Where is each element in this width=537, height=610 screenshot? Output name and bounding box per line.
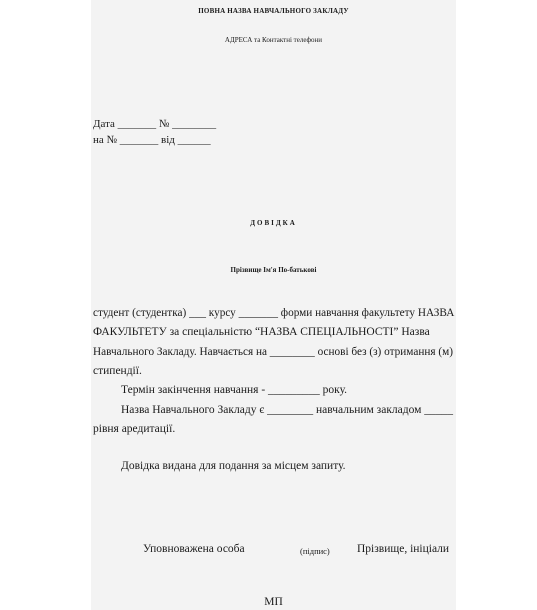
person-name: Прізвище Ім'я По-батькові	[230, 266, 317, 274]
institution-name: ПОВНА НАЗВА НАВЧАЛЬНОГО ЗАКЛАДУ	[198, 7, 349, 15]
reference-date-number: Дата _______ № ________	[93, 118, 217, 130]
body-line-2: ФАКУЛЬТЕТУ за спеціальністю “НАЗВА СПЕЦІАЛЬНОСТІ” Назва	[93, 326, 430, 338]
signature-hint: (підпис)	[300, 546, 330, 556]
name-initials: Прізвище, ініціали	[357, 543, 450, 555]
body-line-5: Термін закінчення навчання - _________ року.	[121, 384, 348, 396]
institution-address: АДРЕСА та Контактні телефони	[224, 36, 323, 44]
reference-in-reply: на № _______ від ______	[93, 134, 211, 146]
document-title: ДОВІДКА	[250, 219, 297, 227]
body-line-4: стипендії.	[93, 365, 142, 377]
authorized-person: Уповноважена особа	[143, 543, 245, 555]
stamp-place: МП	[264, 596, 283, 608]
body-line-8: Довідка видана для подання за місцем запиту.	[121, 460, 346, 472]
body-line-1: студент (студентка) ___ курсу _______ форми навчання факультету НАЗВА	[93, 307, 455, 319]
body-line-6: Назва Навчального Закладу є ________ навчальним закладом _____	[121, 404, 454, 416]
body-line-3: Навчального Закладу. Навчається на ________ основі без (з) отримання (м)	[93, 346, 453, 358]
document-page	[91, 0, 456, 610]
body-line-7: рівня аредитації.	[93, 423, 176, 435]
